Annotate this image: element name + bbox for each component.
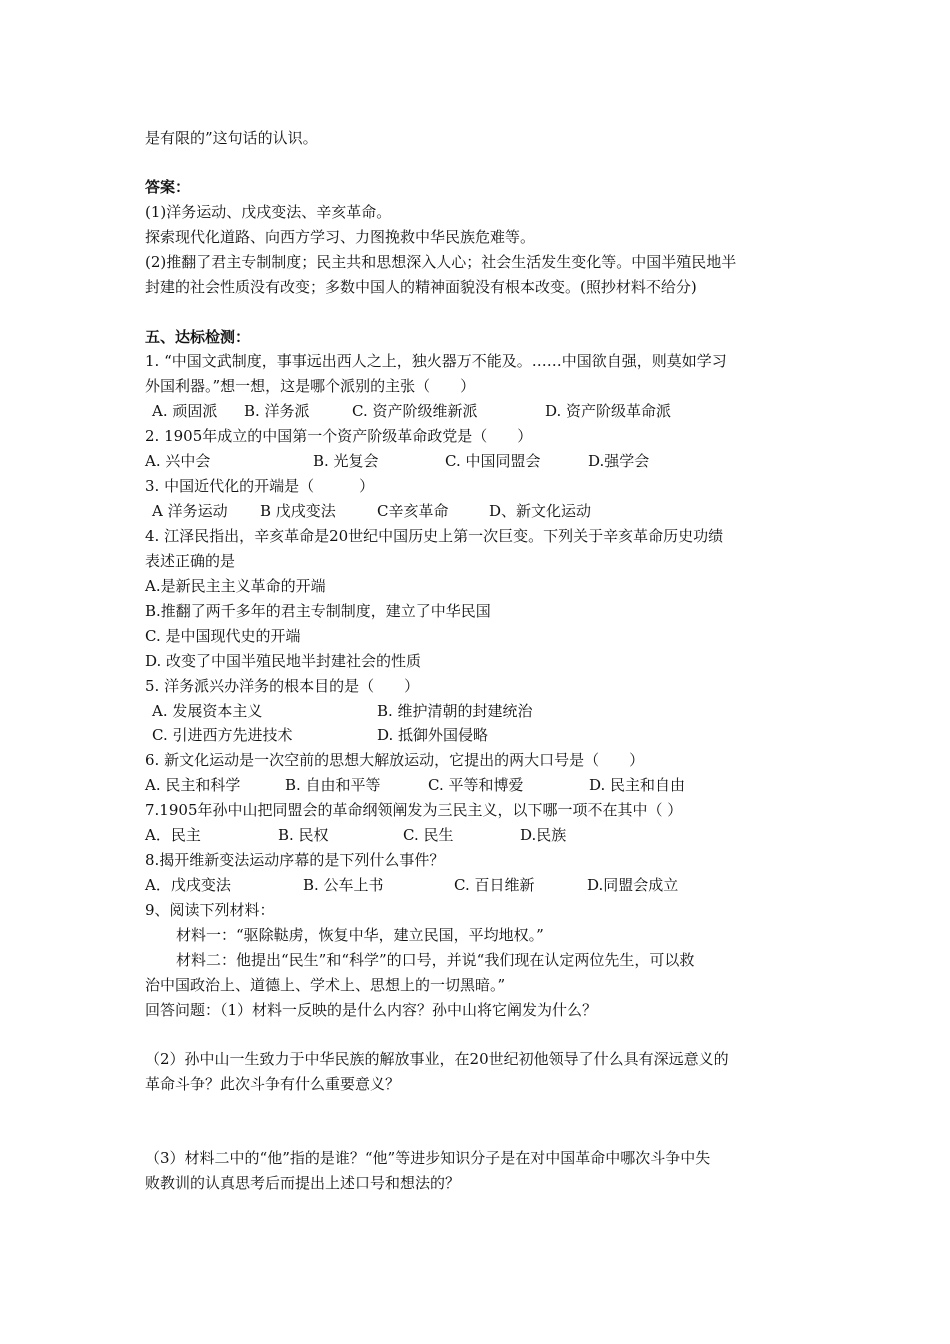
option-c: C. 资产阶级维新派 <box>352 402 478 420</box>
sub-question-3: （3）材料二中的“他”指的是谁？“他”等进步知识分子是在对中国革命中哪次斗争中失 <box>145 1149 711 1167</box>
option-b: B. 光复会 <box>313 452 379 470</box>
question-1: 1. “中国文武制度，事事远出西人之上，独火器万不能及。……中国欲自强，则莫如学习 <box>145 352 727 370</box>
option-d: D.强学会 <box>588 452 650 470</box>
option-d: D.同盟会成立 <box>587 876 679 894</box>
option-b: B. 维护清朝的封建统治 <box>377 702 533 720</box>
question-4: 4. 江泽民指出，辛亥革命是20世纪中国历史上第一次巨变。下列关于辛亥革命历史功绩 <box>145 527 724 545</box>
answer-line: (2)推翻了君主专制制度；民主共和思想深入人心；社会生活发生变化等。中国半殖民地半 <box>145 253 737 271</box>
option-d: D. 抵御外国侵略 <box>377 726 489 744</box>
material-2-cont: 治中国政治上、道德上、学术上、思想上的一切黑暗。” <box>145 976 506 994</box>
option-a: A．戊戌变法 <box>145 876 231 894</box>
answer-heading: 答案： <box>145 178 191 196</box>
question-1-cont: 外国利器。”想一想，这是哪个派别的主张（ ） <box>145 377 476 395</box>
question-5: 5. 洋务派兴办洋务的根本目的是（ ） <box>145 677 420 695</box>
option-a: A. 民主和科学 <box>145 776 241 794</box>
option-c: C. 中国同盟会 <box>445 452 541 470</box>
question-4-cont: 表述正确的是 <box>145 552 236 570</box>
option-b: B. 洋务派 <box>244 402 310 420</box>
material-1: 材料一：“驱除鞑虏，恢复中华，建立民国，平均地权。” <box>176 926 544 944</box>
sub-question-2-cont: 革命斗争？此次斗争有什么重要意义？ <box>145 1075 401 1093</box>
question-8: 8.揭开维新变法运动序幕的是下列什么事件？ <box>145 851 445 869</box>
option-b: B.推翻了两千多年的君主专制制度，建立了中华民国 <box>145 602 491 620</box>
answer-line: (1)洋务运动、戊戌变法、辛亥革命。 <box>145 203 392 221</box>
option-d: D. 民主和自由 <box>589 776 686 794</box>
option-b: B 戊戌变法 <box>260 502 336 520</box>
option-a: A. 发展资本主义 <box>152 702 263 720</box>
intro-line: 是有限的”这句话的认识。 <box>145 129 318 147</box>
option-a: A. 兴中会 <box>145 452 211 470</box>
option-d: D.民族 <box>520 826 567 844</box>
question-3: 3. 中国近代化的开端是（ ） <box>145 477 375 495</box>
question-6: 6. 新文化运动是一次空前的思想大解放运动，它提出的两大口号是（ ） <box>145 751 645 769</box>
option-a: A．民主 <box>145 826 201 844</box>
option-b: B. 民权 <box>278 826 329 844</box>
option-d: D. 资产阶级革命派 <box>545 402 672 420</box>
option-c: C. 民生 <box>403 826 454 844</box>
sub-question-1: 回答问题：（1）材料一反映的是什么内容？孙中山将它阐发为什么？ <box>145 1001 598 1019</box>
option-a: A.是新民主主义革命的开端 <box>145 577 326 595</box>
option-d: D. 改变了中国半殖民地半封建社会的性质 <box>145 652 422 670</box>
option-c: C. 平等和博爱 <box>428 776 524 794</box>
option-b: B. 公车上书 <box>303 876 384 894</box>
option-b: B. 自由和平等 <box>285 776 381 794</box>
option-c: C辛亥革命 <box>377 502 449 520</box>
sub-question-2: （2）孙中山一生致力于中华民族的解放事业，在20世纪初他领导了什么具有深远意义的 <box>145 1050 729 1068</box>
question-2: 2. 1905年成立的中国第一个资产阶级革命政党是（ ） <box>145 427 533 445</box>
answer-line: 封建的社会性质没有改变；多数中国人的精神面貌没有根本改变。(照抄材料不给分) <box>145 278 697 296</box>
option-d: D、新文化运动 <box>489 502 592 520</box>
sub-question-3-cont: 败教训的认真思考后而提出上述口号和想法的？ <box>145 1174 461 1192</box>
option-a: A. 顽固派 <box>152 402 218 420</box>
question-9: 9、阅读下列材料： <box>145 901 275 919</box>
option-c: C. 百日维新 <box>454 876 535 894</box>
section-heading: 五、达标检测： <box>145 328 251 346</box>
option-c: C. 是中国现代史的开端 <box>145 627 301 645</box>
option-c: C. 引进西方先进技术 <box>152 726 293 744</box>
answer-line: 探索现代化道路、向西方学习、力图挽救中华民族危难等。 <box>145 228 536 246</box>
question-7: 7.1905年孙中山把同盟会的革命纲领阐发为三民主义，以下哪一项不在其中（ ） <box>145 801 683 819</box>
material-2: 材料二：他提出“民生”和“科学”的口号，并说“我们现在认定两位先生，可以救 <box>176 951 695 969</box>
option-a: A 洋务运动 <box>152 502 228 520</box>
